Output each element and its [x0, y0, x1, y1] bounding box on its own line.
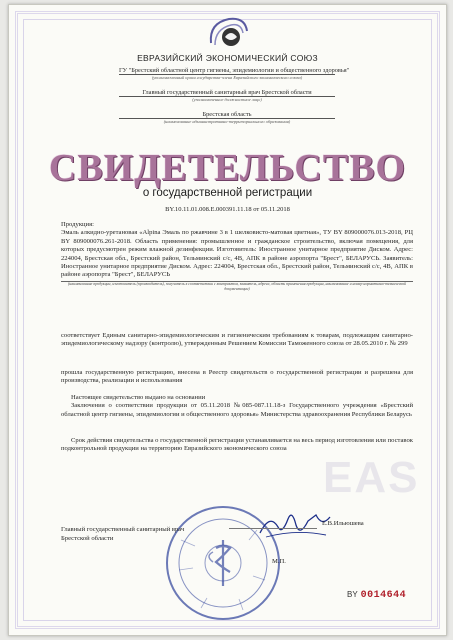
authority-org-value: ГУ "Брестский областной центр гигиены, эпидемиологии и общественного здоровья"	[119, 67, 350, 74]
authority-official	[119, 89, 335, 102]
serial-number	[347, 590, 406, 601]
registration-number: BY.10.11.01.008.Е.000391.11.18 от 05.11.2018	[165, 206, 290, 213]
basis-block	[61, 394, 413, 419]
authority-official-value: Главный государственный санитарный врач Брестской области	[142, 89, 312, 96]
authority-org	[119, 67, 350, 80]
signatory-position-line2: Брестской области	[61, 535, 114, 542]
product-text: Эмаль алкидно-уретановая «Alpina Эмаль по ржавчине 3 в 1 шелковисто-матовая цветная», ТУ BY 809000076.013-2018, РЦ BY 809000076.261-2018. Область применения: промышленное и гражданское строительство, включая помещения, для которых предусмотрен режим влажной дезинфекции. Изготовитель: Иностранное унитарное предприятие Диском. Адрес: 224004, Брестская обл., Брестский район, Тельминский с/с, 4В, АПК в районе аэропорта "Брест", БЕЛАРУСЬ. Заявитель: Иностранное унитарное предприятие Диском. Адрес: 224004, Брестская обл., Брестский район, Тельминский с/с, 4В, АПК в районе аэропорта "Брест", БЕЛАРУСЬ	[61, 229, 413, 279]
authority-region	[119, 111, 335, 124]
conformity-block	[61, 332, 413, 349]
validity-block	[61, 437, 413, 454]
certificate-sheet	[8, 4, 447, 636]
signature-line	[229, 528, 317, 529]
certificate-subtitle: о государственной регистрации	[142, 187, 313, 199]
authority-region-caption: (наименование административно-территориального образования)	[163, 119, 291, 124]
certificate-title: СВИДЕТЕЛЬСТВО	[48, 147, 407, 189]
basis-heading: Настоящее свидетельство выдано на основании	[71, 394, 206, 401]
serial-prefix: BY	[347, 590, 358, 599]
eas-watermark: EAS	[323, 453, 420, 502]
product-heading: Продукция:	[61, 221, 94, 228]
registration-text: прошла государственную регистрацию, внесена в Реестр свидетельств о государственной регистрации и разрешена для производства, реализации и использования	[61, 369, 413, 385]
product-caption: (наименование продукции, изготовитель (производитель), получатель в соответствии с контрактом, заявитель, адреса, область применения продукции, наименование и номер нормативно-технической документации)	[67, 281, 406, 291]
conformity-text: соответствует Единым санитарно-эпидемиологическим и гигиеническим требованиям к товарам, подлежащим санитарно-эпидемиологическому надзору (контролю), утвержденным Решением Комиссии Таможенного союза от 28.05.2010 г. № 299	[61, 332, 413, 348]
authority-region-value: Брестская область	[202, 111, 252, 118]
validity-text: Срок действия свидетельства о государственной регистрации устанавливается на весь период изготовления или поставок подконтрольной продукции на территорию Евразийского экономического союза	[61, 437, 413, 453]
authority-official-caption: (уполномоченное должностное лицо)	[192, 97, 262, 102]
basis-text: Заключения о соответствии продукции от 05.11.2018 №085-087.11.18-з Государственного учреждения «Брестский областной центр гигиены, эпидемиологии и общественного здоровья» Министерства здравоохранения Республики Беларусь	[61, 402, 413, 418]
product-block	[61, 221, 413, 292]
eaeu-emblem-icon	[205, 13, 251, 53]
signatory-position-line1: Главный государственный санитарный врач	[61, 526, 185, 533]
signatory-position	[61, 525, 184, 543]
signatory-name: Е.В.Ильюшева	[322, 520, 364, 527]
serial-digits: 0014644	[360, 590, 407, 601]
registration-block	[61, 369, 413, 386]
stamp-label: М.П.	[272, 558, 286, 565]
authority-org-caption: (уполномоченный орган государства-члена Евразийского экономического союза)	[151, 75, 303, 80]
union-title: ЕВРАЗИЙСКИЙ ЭКОНОМИЧЕСКИЙ СОЮЗ	[137, 53, 318, 63]
